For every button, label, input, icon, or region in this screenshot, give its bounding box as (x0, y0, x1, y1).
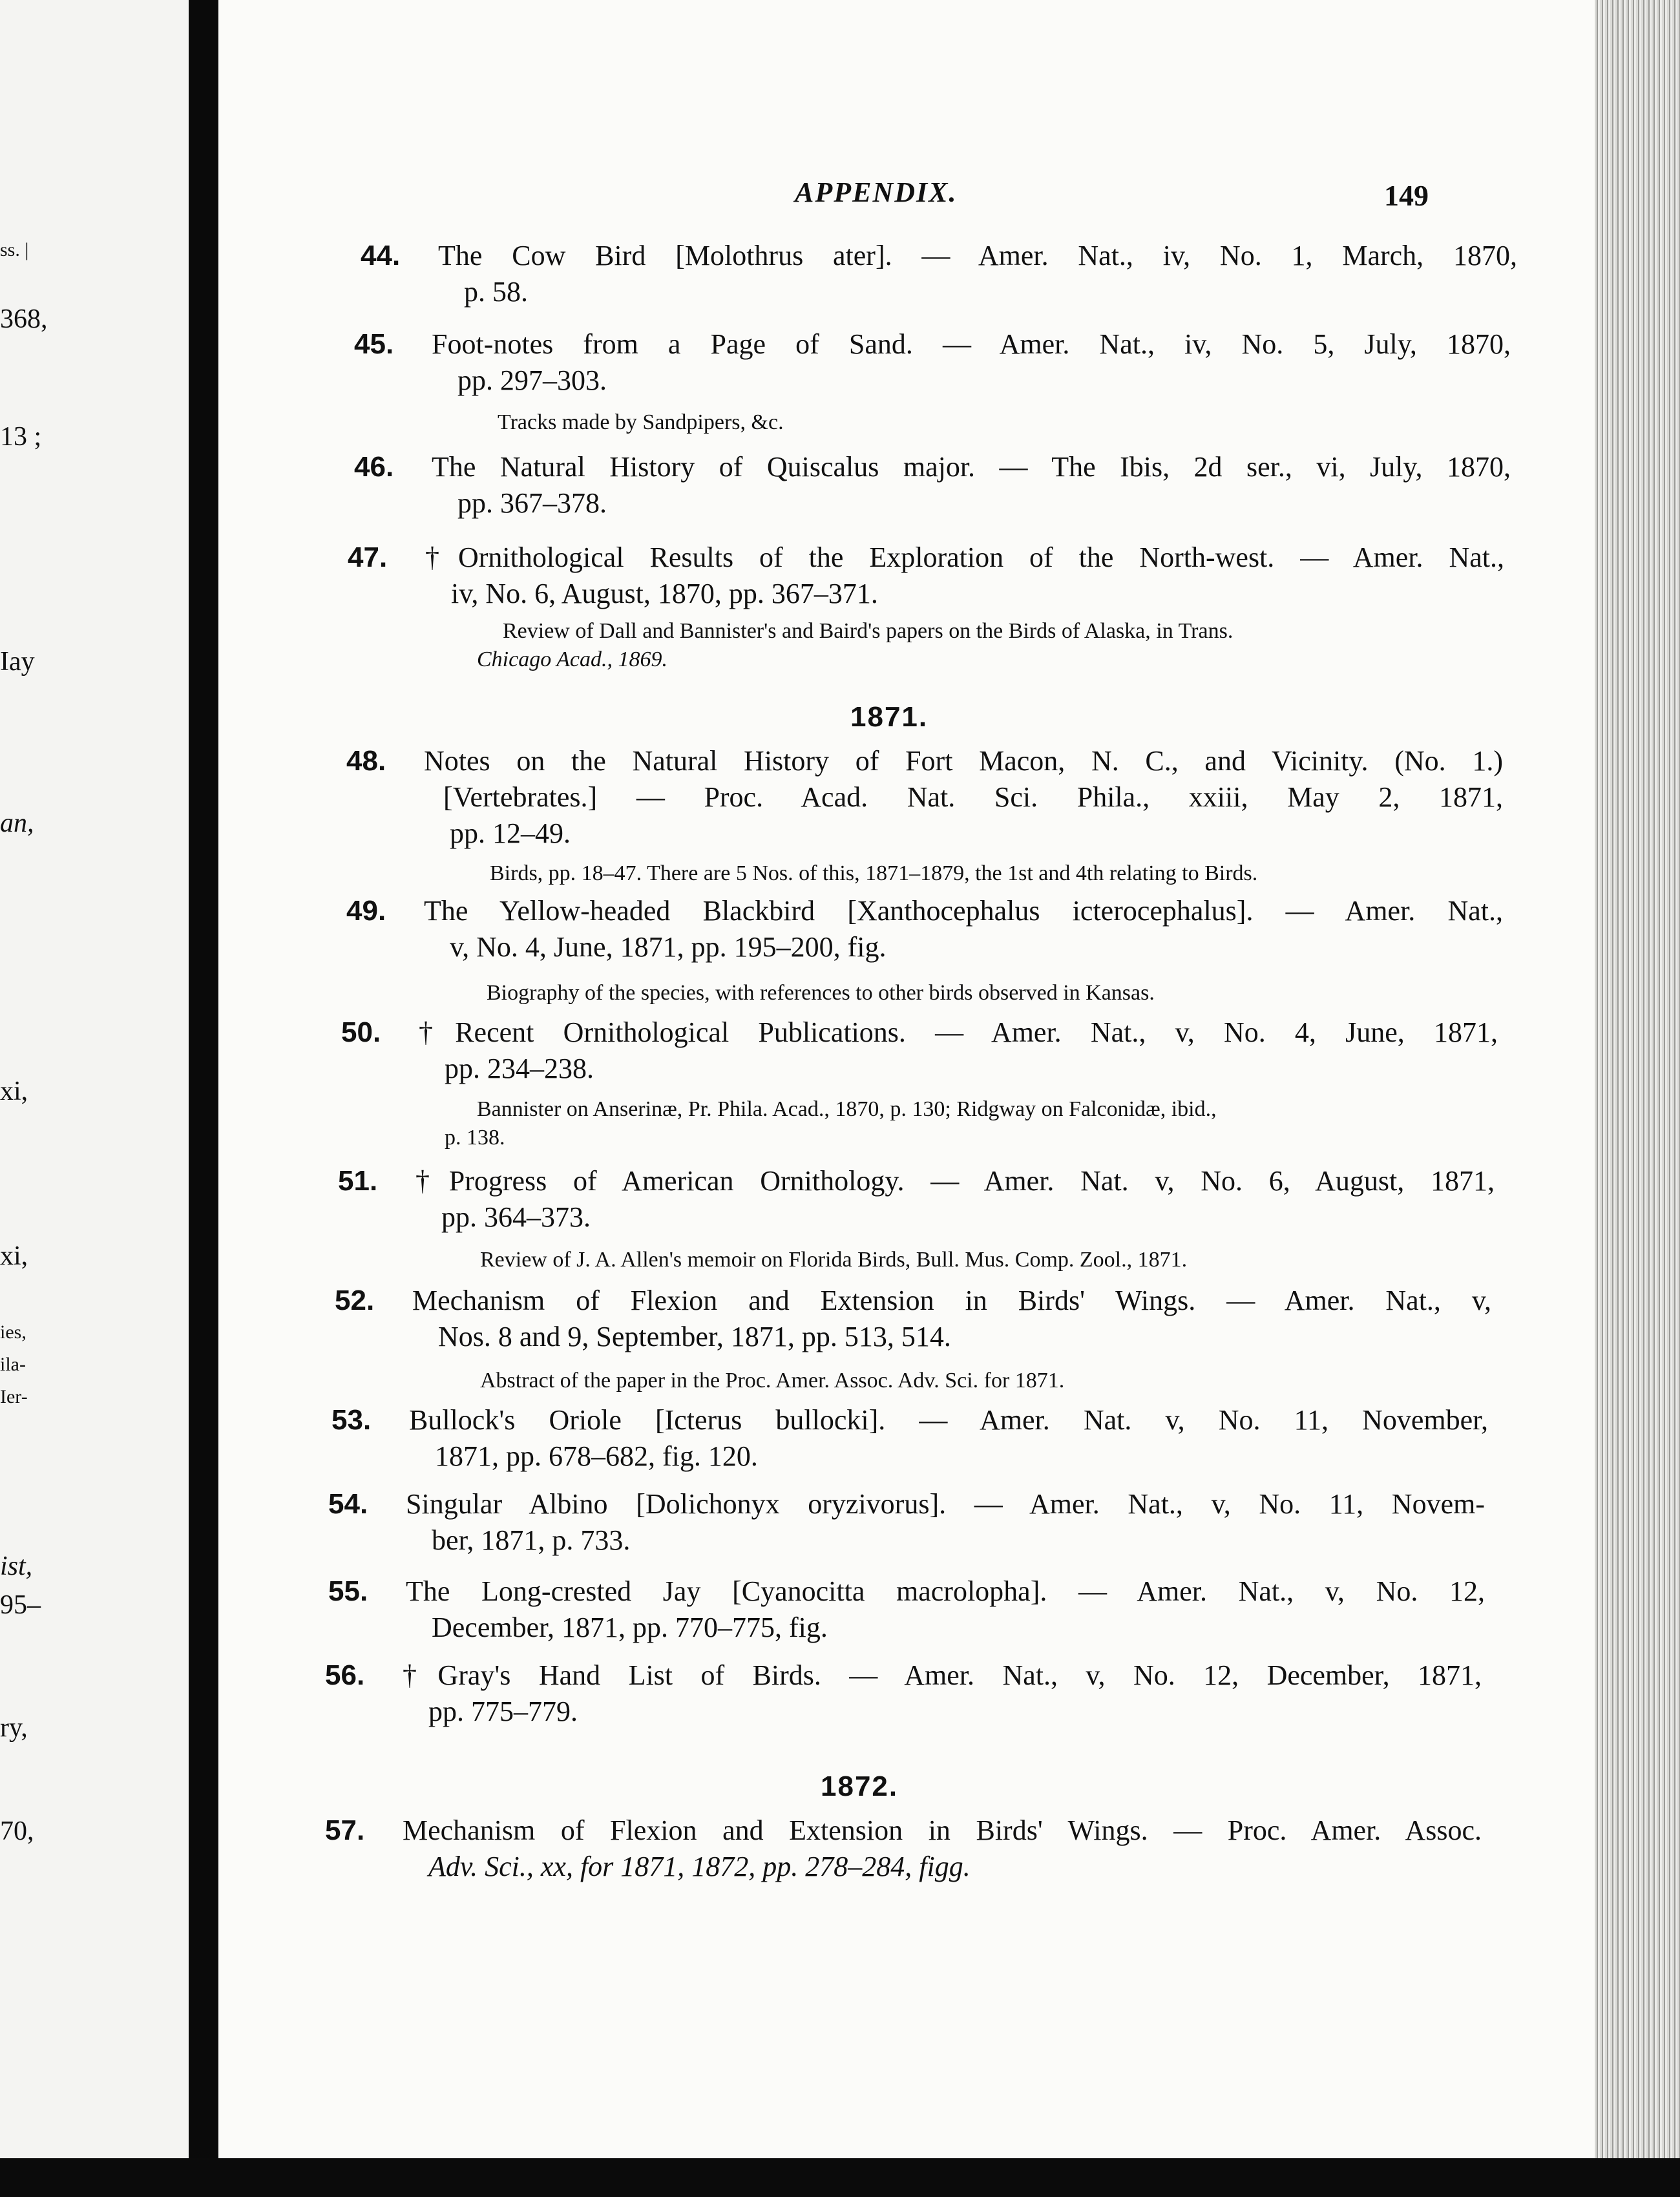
bibliography-entry (331, 1402, 1488, 1475)
running-header-title: APPENDIX. (795, 176, 958, 208)
page-number: 149 (1384, 179, 1429, 212)
entry-note (477, 617, 1543, 674)
entry-number: 55. (328, 1575, 368, 1607)
entry-line: Foot-notes from a Page of Sand. — Amer. Nat., iv, No. 5, July, 1870, (432, 328, 1511, 360)
left-fragment: 13 ; (0, 422, 42, 452)
note-line: Abstract of the paper in the Proc. Amer. Assoc. Adv. Sci. for 1871. (480, 1369, 1065, 1393)
entry-line: pp. 367–378. (457, 487, 607, 519)
entry-number: 52. (335, 1285, 375, 1316)
entry-note (480, 1367, 1514, 1395)
right-page (218, 0, 1595, 2158)
entry-line: †Progress of American Ornithology. — Amer. Nat. v, No. 6, August, 1871, (415, 1165, 1495, 1197)
note-line: Biography of the species, with references to other birds observed in Kansas. (487, 981, 1155, 1005)
left-facing-page (0, 0, 189, 2184)
note-line: p. 138. (445, 1126, 505, 1150)
entry-note (480, 1246, 1514, 1274)
scan-bottom-border (0, 2158, 1680, 2197)
note-line: Bannister on Anserinæ, Pr. Phila. Acad., 1870, p. 130; Ridgway on Falconidæ, ibid., (477, 1097, 1217, 1121)
entry-line: †Gray's Hand List of Birds. — Amer. Nat., v, No. 12, December, 1871, (403, 1659, 1482, 1691)
entry-number: 50. (341, 1016, 381, 1048)
entry-line: Bullock's Oriole [Icterus bullocki]. — Amer. Nat. v, No. 11, November, (409, 1404, 1488, 1436)
left-fragment: xi, (0, 1241, 28, 1271)
entry-line: The Cow Bird [Molothrus ater]. — Amer. Nat., iv, No. 1, March, 1870, (438, 240, 1517, 271)
entry-note (498, 408, 1531, 437)
bibliography-entry (335, 1283, 1491, 1355)
left-fragment: Ier- (0, 1386, 28, 1407)
bibliography-entry (348, 540, 1504, 612)
bibliography-entry (338, 1163, 1495, 1235)
entry-line: pp. 234–238. (445, 1053, 594, 1084)
bibliography-entry (328, 1573, 1485, 1646)
left-fragment: xi, (0, 1077, 28, 1106)
entry-line: ber, 1871, p. 733. (432, 1524, 631, 1556)
left-fragment: 70, (0, 1816, 34, 1846)
entry-line: [Vertebrates.] — Proc. Acad. Nat. Sci. Phila., xxiii, May 2, 1871, (443, 781, 1503, 813)
entry-number: 53. (331, 1404, 372, 1436)
entry-number: 56. (325, 1659, 365, 1691)
left-fragment: ry, (0, 1713, 28, 1743)
note-line: Review of Dall and Bannister's and Baird's papers on the Birds of Alaska, in Trans. (503, 619, 1234, 643)
note-line: Review of J. A. Allen's memoir on Florida Birds, Bull. Mus. Comp. Zool., 1871. (480, 1248, 1188, 1272)
entry-line: December, 1871, pp. 770–775, fig. (432, 1612, 828, 1643)
page-edges (1595, 0, 1680, 2158)
entry-line: Notes on the Natural History of Fort Macon, N. C., and Vicinity. (No. 1.) (424, 745, 1503, 777)
bibliography-entry (361, 238, 1517, 310)
bibliography-entry (328, 1486, 1485, 1559)
year-heading: 1872. (821, 1771, 899, 1802)
entry-number: 51. (338, 1165, 378, 1197)
year-heading: 1871. (850, 701, 929, 733)
bibliography-entry (354, 326, 1511, 399)
entry-note (487, 979, 1520, 1007)
entry-line: Mechanism of Flexion and Extension in Birds' Wings. — Amer. Nat., v, (412, 1285, 1491, 1316)
bibliography-entry (341, 1014, 1498, 1087)
entry-number: 54. (328, 1488, 368, 1520)
entry-line: iv, No. 6, August, 1870, pp. 367–371. (451, 578, 878, 609)
left-fragment: an, (0, 808, 34, 838)
entry-number: 49. (346, 895, 386, 927)
bibliography-entry (346, 893, 1503, 965)
note-line: Chicago Acad., 1869. (477, 647, 667, 671)
left-fragment: ies, (0, 1321, 26, 1343)
note-line: Tracks made by Sandpipers, &c. (498, 410, 784, 434)
entry-line: Mechanism of Flexion and Extension in Birds' Wings. — Proc. Amer. Assoc. (403, 1814, 1482, 1846)
bibliography-entry (325, 1813, 1482, 1885)
entry-line: †Recent Ornithological Publications. — Amer. Nat., v, No. 4, June, 1871, (419, 1016, 1498, 1048)
entry-note (445, 1095, 1517, 1152)
entry-line: The Natural History of Quiscalus major. — The Ibis, 2d ser., vi, July, 1870, (432, 451, 1511, 483)
entry-number: 44. (361, 240, 401, 271)
left-fragment: ist, (0, 1551, 33, 1581)
entry-line: pp. 364–373. (441, 1201, 591, 1233)
book-spine-gutter (189, 0, 218, 2197)
bibliography-entry (346, 743, 1503, 852)
entry-line: 1871, pp. 678–682, fig. 120. (435, 1440, 758, 1472)
entry-line: p. 58. (464, 276, 528, 308)
entry-line: The Long-crested Jay [Cyanocitta macrolopha]. — Amer. Nat., v, No. 12, (406, 1575, 1485, 1607)
note-line: Birds, pp. 18–47. There are 5 Nos. of this, 1871–1879, the 1st and 4th relating to Birds. (490, 861, 1258, 885)
entry-line: The Yellow-headed Blackbird [Xanthocephalus icterocephalus]. — Amer. Nat., (424, 895, 1503, 927)
entry-line: v, No. 4, June, 1871, pp. 195–200, fig. (450, 931, 887, 963)
left-fragment: Iay (0, 647, 35, 677)
entry-number: 48. (346, 745, 386, 777)
entry-line: pp. 775–779. (428, 1696, 578, 1727)
entry-number: 46. (354, 451, 394, 483)
bibliography-entry (354, 449, 1511, 521)
entry-line: Singular Albino [Dolichonyx oryzivorus]. — Amer. Nat., v, No. 11, Novem- (406, 1488, 1485, 1520)
entry-line: Adv. Sci., xx, for 1871, 1872, pp. 278–284, figg. (428, 1851, 971, 1882)
entry-line: Nos. 8 and 9, September, 1871, pp. 513, 514. (438, 1321, 951, 1352)
entry-number: 45. (354, 328, 394, 360)
entry-note (490, 859, 1549, 888)
left-fragment: 368, (0, 304, 48, 334)
bibliography-entry (325, 1657, 1482, 1730)
left-fragment: 95– (0, 1590, 41, 1620)
entry-line: pp. 297–303. (457, 364, 607, 396)
entry-line: pp. 12–49. (450, 817, 571, 849)
entry-line: †Ornithological Results of the Exploration of the North-west. — Amer. Nat., (425, 541, 1504, 573)
left-fragment: ss. | (0, 239, 29, 260)
entry-number: 57. (325, 1814, 365, 1846)
entry-number: 47. (348, 541, 388, 573)
left-fragment: ila- (0, 1354, 26, 1375)
